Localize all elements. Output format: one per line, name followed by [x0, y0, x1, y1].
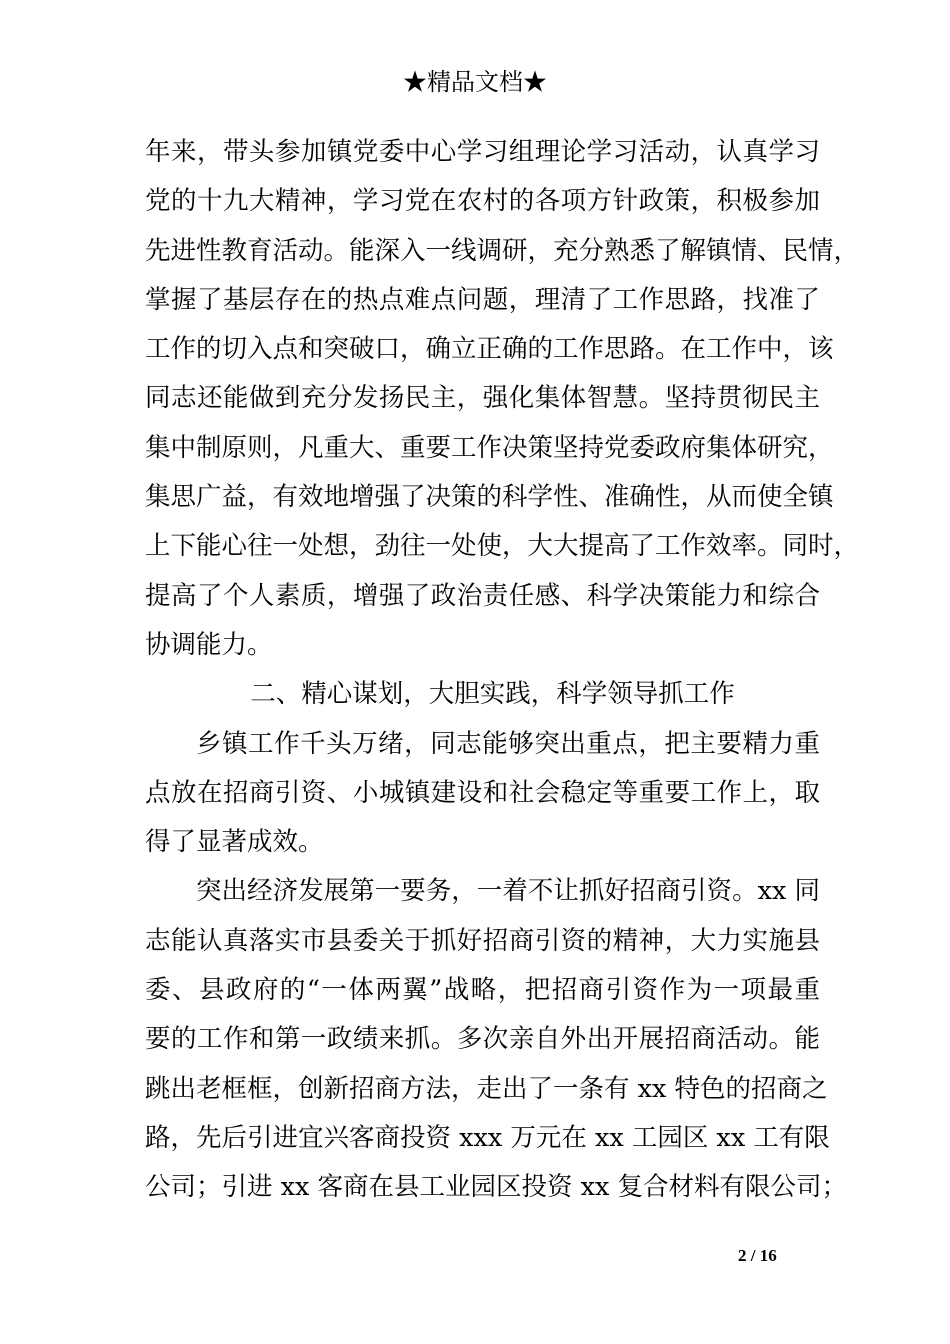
text-line: 点放在招商引资、小城镇建设和社会稳定等重要工作上，取	[145, 777, 820, 808]
text-line: 委、县政府的“一体两翼”战略，把招商引资作为一项最重	[145, 975, 820, 1006]
text-line: 突出经济发展第一要务，一着不让抓好招商引资。xx 同	[196, 876, 820, 907]
text-line: 路，先后引进宜兴客商投资 xxx 万元在 xx 工园区 xx 工有限	[145, 1122, 830, 1153]
text-line: 集思广益，有效地增强了决策的科学性、准确性，从而使全镇	[145, 482, 834, 513]
text-line: 跳出老框框，创新招商方法，走出了一条有 xx 特色的招商之	[145, 1073, 828, 1104]
section-heading: 二、精心谋划，大胆实践，科学领导抓工作	[250, 679, 735, 710]
text-line: 要的工作和第一政绩来抓。多次亲自外出开展招商活动。能	[145, 1024, 820, 1055]
document-header: ★精品文档★	[403, 68, 547, 96]
text-line: 协调能力。	[145, 629, 273, 660]
text-line: 得了显著成效。	[145, 827, 324, 858]
text-line: 党的十九大精神，学习党在农村的各项方针政策，积极参加	[145, 186, 820, 217]
page-number: 2 / 16	[738, 1246, 777, 1265]
text-line: 志能认真落实市县委关于抓好招商引资的精神，大力实施县	[145, 925, 820, 956]
text-line: 年来，带头参加镇党委中心学习组理论学习活动，认真学习	[145, 137, 820, 167]
text-line: 上下能心往一处想，劲往一处使，大大提高了工作效率。同时，	[145, 531, 860, 562]
text-line: 先进性教育活动。能深入一线调研，充分熟悉了解镇情、民情，	[145, 235, 860, 266]
text-line: 掌握了基层存在的热点难点问题，理清了工作思路，找准了	[145, 284, 820, 315]
text-line: 提高了个人素质，增强了政治责任感、科学决策能力和综合	[145, 580, 820, 611]
document-body	[145, 128, 860, 1213]
text-line: 同志还能做到充分发扬民主，强化集体智慧。坚持贯彻民主	[145, 383, 820, 414]
text-line: 乡镇工作千头万绪，同志能够突出重点，把主要精力重	[196, 728, 820, 759]
text-line: 公司；引进 xx 客商在县工业园区投资 xx 复合材料有限公司；	[145, 1172, 847, 1203]
text-line: 工作的切入点和突破口，确立正确的工作思路。在工作中，该	[145, 334, 834, 365]
text-line: 集中制原则，凡重大、重要工作决策坚持党委政府集体研究，	[145, 432, 834, 463]
